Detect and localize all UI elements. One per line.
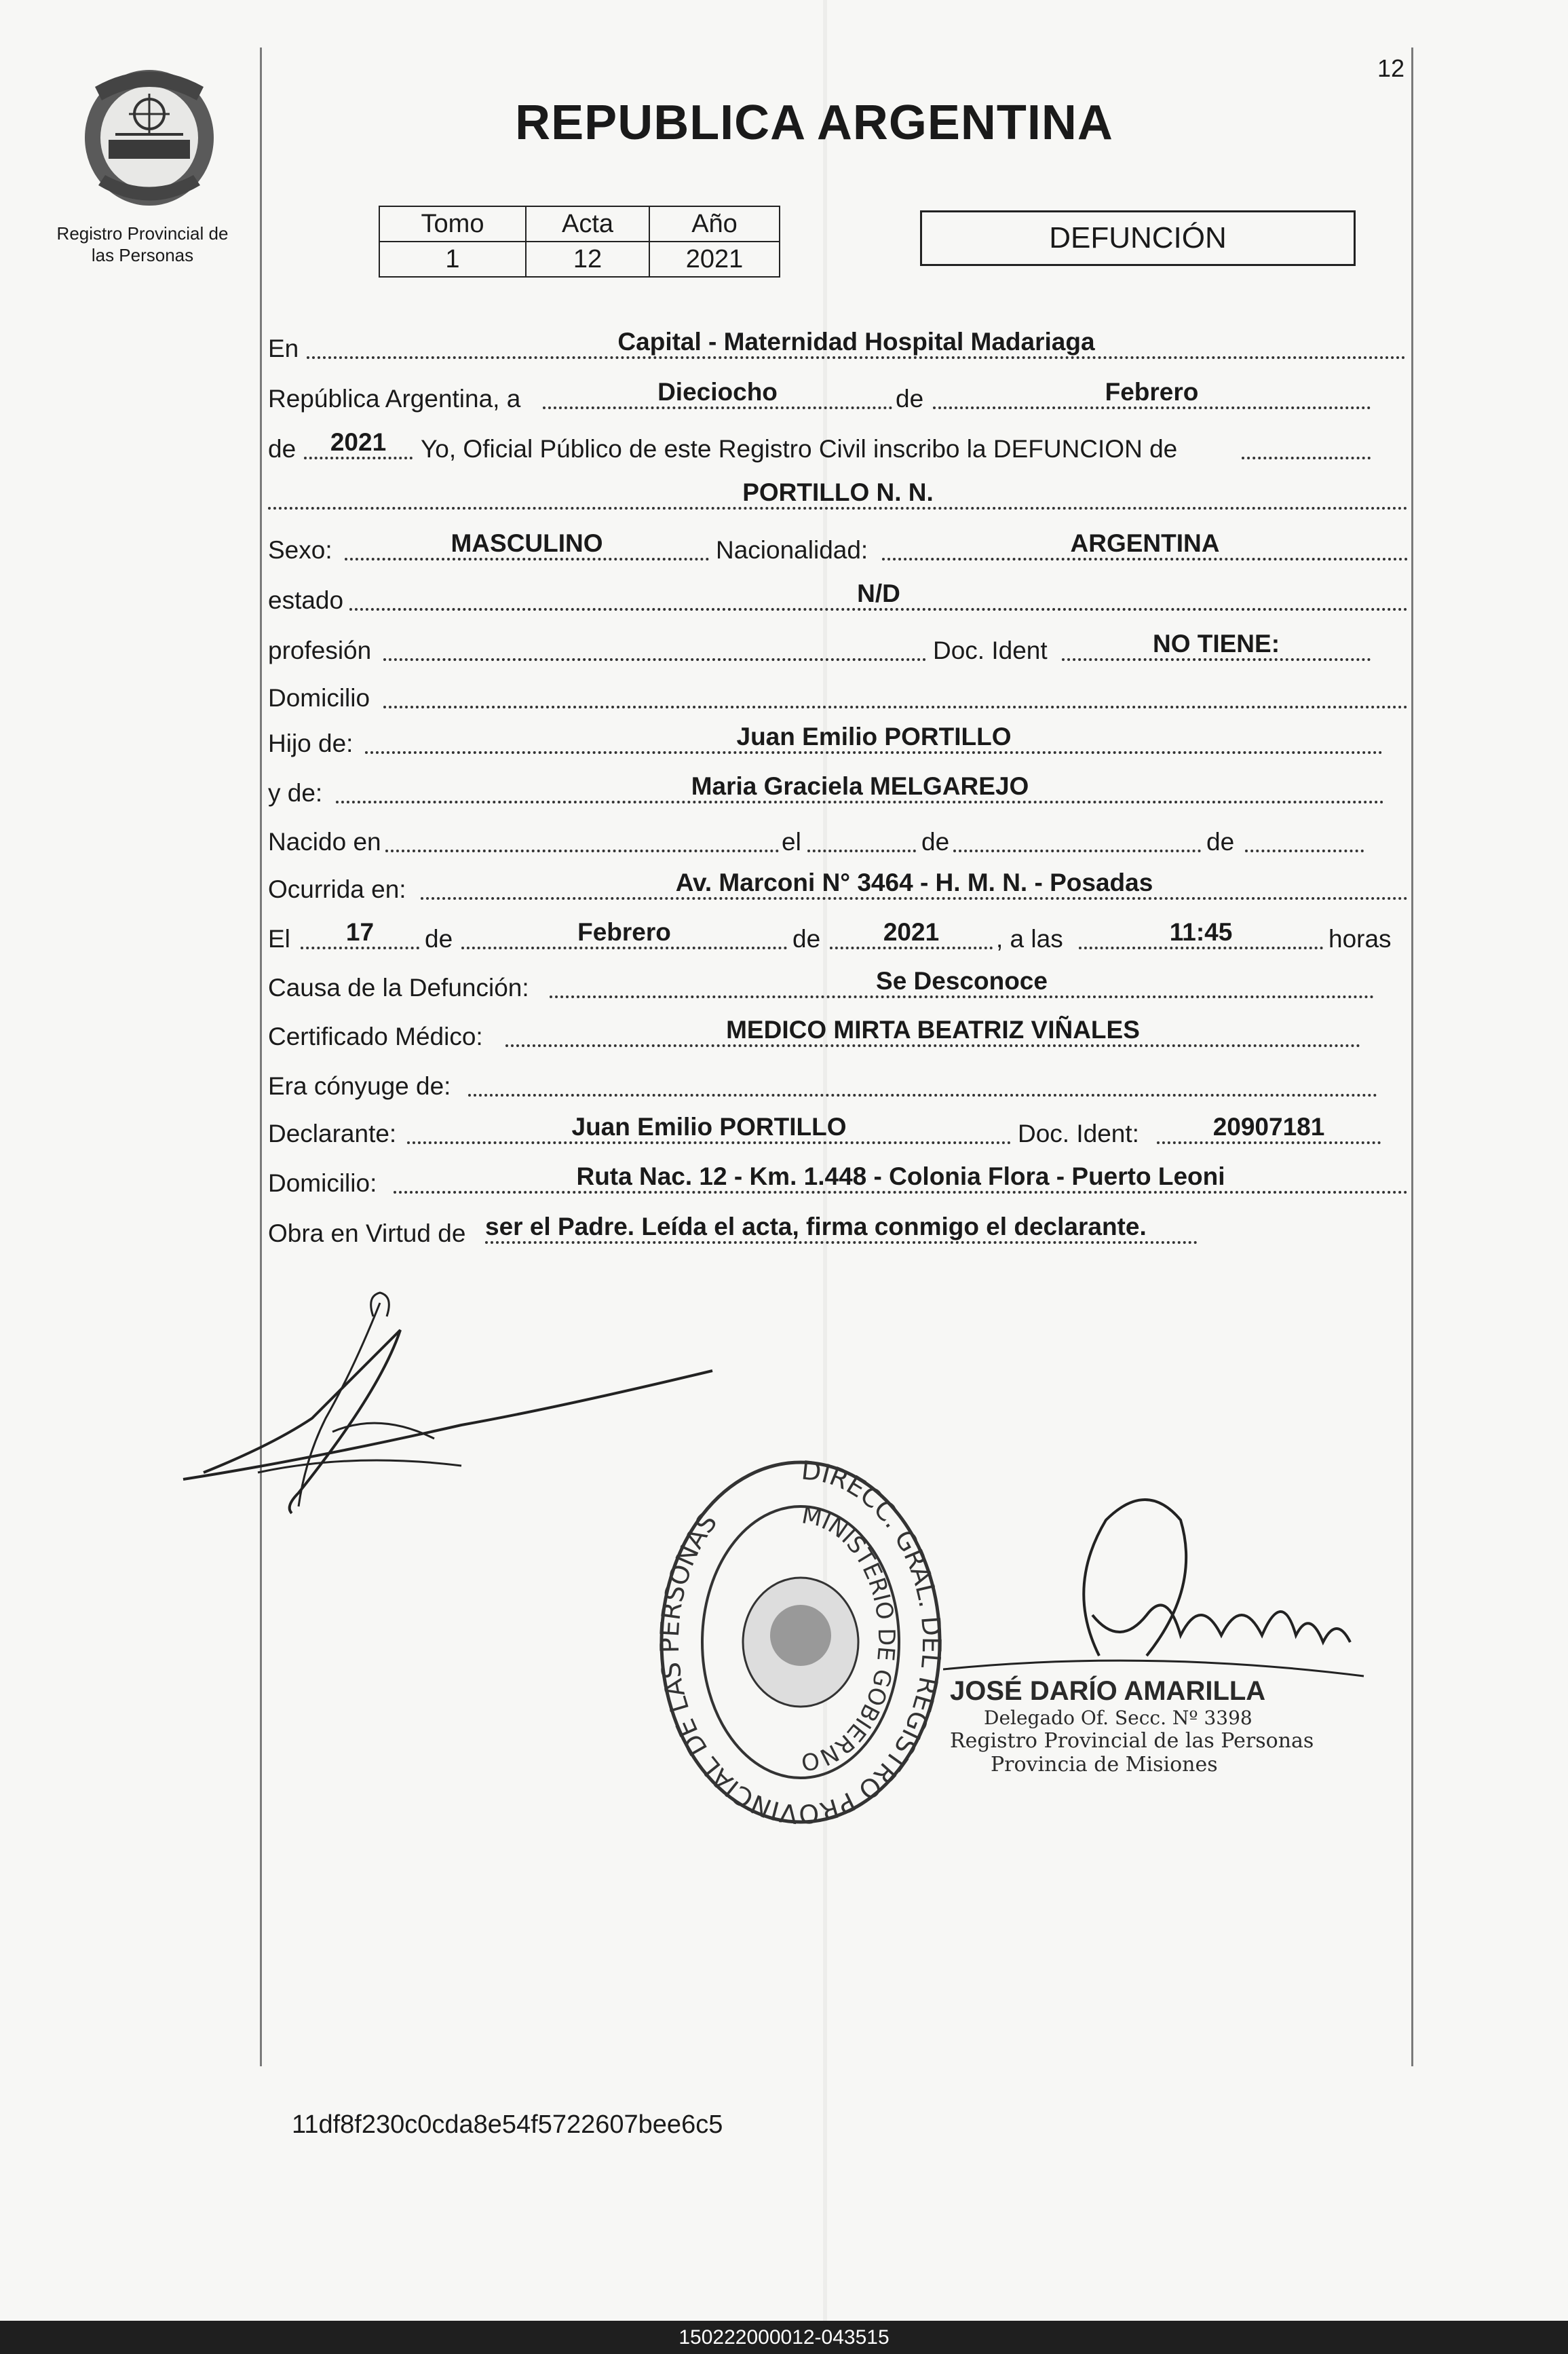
document-title: REPUBLICA ARGENTINA bbox=[515, 96, 1113, 150]
field-declarante-doc: 20907181 bbox=[1157, 1113, 1381, 1144]
label-de-3: de bbox=[921, 828, 950, 856]
label-de-5: de bbox=[425, 925, 453, 953]
declarant-signature bbox=[176, 1289, 719, 1534]
field-profesion bbox=[383, 630, 926, 661]
acta-header: Acta bbox=[526, 206, 649, 242]
field-inscribo-blank bbox=[1242, 428, 1371, 459]
label-de-6: de bbox=[792, 925, 821, 953]
field-causa: Se Desconoce bbox=[550, 967, 1374, 998]
stamp-outer-text: DIRECC. GRAL. DEL REGISTRO PROVINCIAL DE LAS PERSONAS bbox=[654, 1455, 947, 1829]
label-doc-ident: Doc. Ident bbox=[933, 637, 1048, 664]
field-anio: 2021 bbox=[304, 428, 413, 459]
label-de-4: de bbox=[1206, 828, 1235, 856]
anio-header: Año bbox=[649, 206, 780, 242]
label-domicilio: Domicilio bbox=[268, 684, 370, 712]
field-nacido-el bbox=[807, 821, 916, 852]
field-nacionalidad: ARGENTINA bbox=[882, 529, 1408, 561]
field-nacido-anio bbox=[1245, 821, 1364, 852]
field-fallecimiento-anio: 2021 bbox=[830, 918, 993, 949]
field-fallecimiento-hora: 11:45 bbox=[1079, 918, 1323, 949]
label-certificado: Certificado Médico: bbox=[268, 1023, 483, 1050]
acta-value: 12 bbox=[526, 242, 649, 277]
label-inscribo: Yo, Oficial Público de este Registro Civil inscribo la DEFUNCION de bbox=[421, 435, 1178, 463]
label-hijo-de: Hijo de: bbox=[268, 729, 353, 757]
official-name: JOSÉ DARÍO AMARILLA bbox=[950, 1676, 1266, 1706]
label-declarante: Declarante: bbox=[268, 1120, 397, 1147]
label-conyuge: Era cónyuge de: bbox=[268, 1072, 451, 1100]
barcode-number: 150222000012-043515 bbox=[678, 2326, 890, 2349]
province-coat-of-arms-logo bbox=[75, 60, 224, 216]
official-stamp bbox=[651, 1452, 950, 1836]
label-y-de: y de: bbox=[268, 779, 323, 807]
field-lugar: Capital - Maternidad Hospital Madariaga bbox=[307, 328, 1406, 359]
anio-value: 2021 bbox=[649, 242, 780, 277]
label-causa: Causa de la Defunción: bbox=[268, 974, 529, 1002]
page-number: 12 bbox=[1377, 54, 1404, 82]
field-obra-virtud: ser el Padre. Leída el acta, firma conmigo el declarante. bbox=[485, 1213, 1198, 1244]
label-ocurrida-en: Ocurrida en: bbox=[268, 875, 406, 903]
official-office: Registro Provincial de las Personas bbox=[950, 1729, 1314, 1753]
label-el-cap: El bbox=[268, 925, 290, 953]
field-mes: Febrero bbox=[933, 378, 1371, 409]
label-el: el bbox=[782, 828, 801, 856]
label-en: En bbox=[268, 335, 299, 362]
label-sexo: Sexo: bbox=[268, 536, 332, 564]
official-role: Delegado Of. Secc. Nº 3398 bbox=[984, 1707, 1253, 1729]
stamp-inner-text: MINISTERIO DE GOBIERNO bbox=[799, 1502, 900, 1776]
official-province: Provincia de Misiones bbox=[991, 1753, 1218, 1777]
field-fallecimiento-dia: 17 bbox=[301, 918, 419, 949]
official-seal-text bbox=[950, 1676, 1314, 1777]
logo-caption-line2: las Personas bbox=[91, 245, 194, 265]
label-horas: horas bbox=[1328, 925, 1392, 953]
document-hash: 11df8f230c0cda8e54f5722607bee6c5 bbox=[292, 2110, 723, 2139]
label-profesion: profesión bbox=[268, 637, 372, 664]
logo-caption-line1: Registro Provincial de bbox=[56, 223, 229, 244]
record-type-box: DEFUNCIÓN bbox=[920, 210, 1356, 266]
label-obra: Obra en Virtud de bbox=[268, 1219, 466, 1247]
field-nombre: PORTILLO N. N. bbox=[268, 478, 1408, 510]
field-certificado: MEDICO MIRTA BEATRIZ VIÑALES bbox=[505, 1016, 1360, 1047]
field-fallecimiento-mes: Febrero bbox=[461, 918, 787, 949]
label-estado: estado bbox=[268, 586, 344, 614]
field-estado: N/D bbox=[349, 580, 1408, 611]
register-table bbox=[379, 206, 780, 278]
field-nacido-en bbox=[385, 821, 779, 852]
field-sexo: MASCULINO bbox=[345, 529, 709, 561]
field-dia-letras: Dieciocho bbox=[543, 378, 892, 409]
label-nacido-en: Nacido en bbox=[268, 828, 381, 856]
field-padre: Juan Emilio PORTILLO bbox=[365, 723, 1383, 754]
label-republica: República Argentina, a bbox=[268, 385, 521, 413]
label-de-1: de bbox=[896, 385, 924, 413]
left-margin-line bbox=[260, 48, 262, 2066]
field-domicilio bbox=[383, 677, 1408, 708]
tomo-value: 1 bbox=[379, 242, 526, 277]
field-nacido-de bbox=[953, 821, 1201, 852]
field-conyuge bbox=[468, 1065, 1377, 1097]
right-margin-line bbox=[1411, 48, 1413, 2066]
label-domicilio-2: Domicilio: bbox=[268, 1169, 377, 1197]
logo-caption bbox=[41, 223, 244, 266]
label-doc-ident-2: Doc. Ident: bbox=[1018, 1120, 1139, 1147]
tomo-header: Tomo bbox=[379, 206, 526, 242]
label-a-las: , a las bbox=[996, 925, 1063, 953]
barcode-footer-bar bbox=[0, 2321, 1568, 2354]
field-ocurrida-en: Av. Marconi N° 3464 - H. M. N. - Posadas bbox=[421, 869, 1408, 900]
field-declarante: Juan Emilio PORTILLO bbox=[407, 1113, 1011, 1144]
label-nacionalidad: Nacionalidad: bbox=[716, 536, 868, 564]
field-madre: Maria Graciela MELGAREJO bbox=[336, 772, 1384, 803]
field-declarante-domicilio: Ruta Nac. 12 - Km. 1.448 - Colonia Flora - Puerto Leoni bbox=[394, 1162, 1408, 1194]
field-doc-ident: NO TIENE: bbox=[1062, 630, 1371, 661]
label-de-2: de bbox=[268, 435, 297, 463]
